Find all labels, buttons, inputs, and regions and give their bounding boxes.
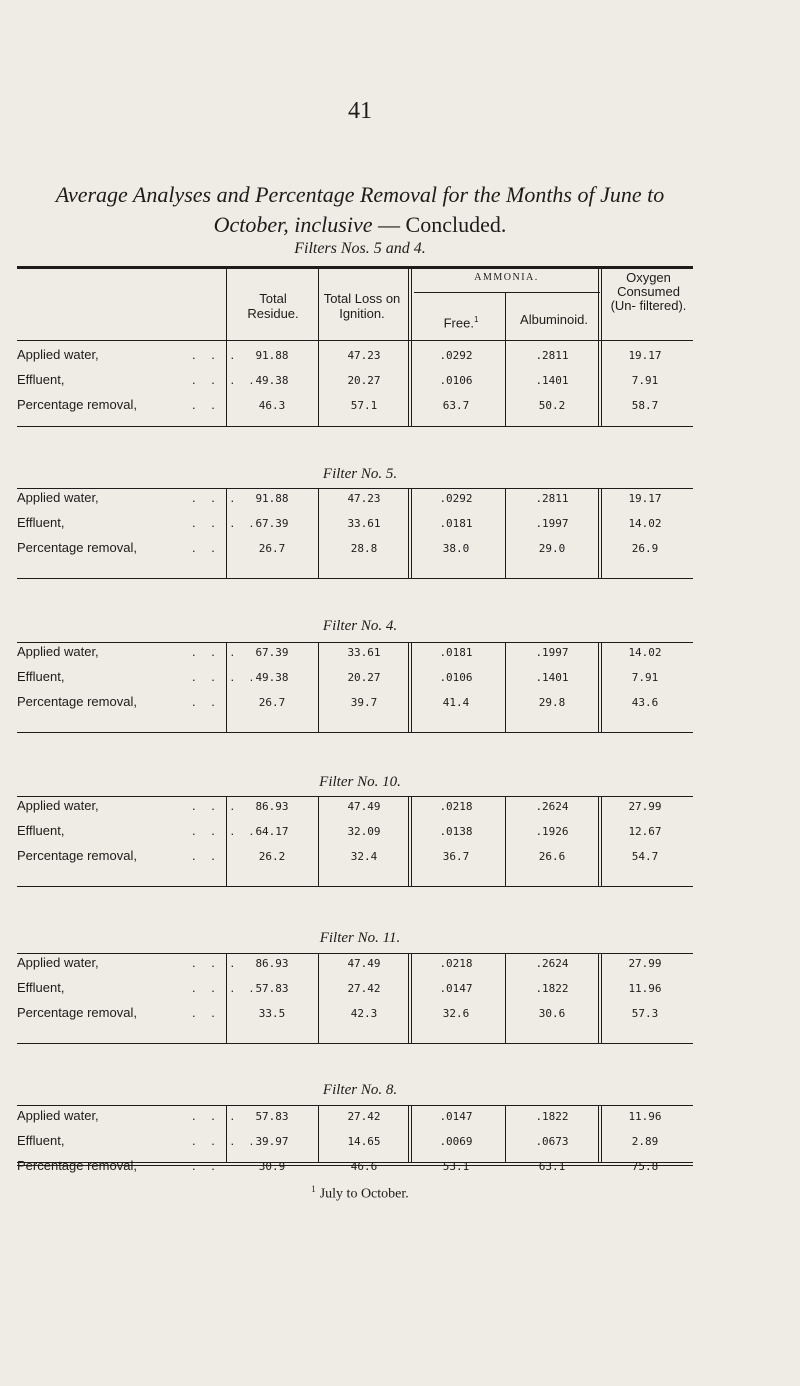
table-cell: 39.97	[255, 1135, 289, 1148]
col-divider	[505, 797, 506, 886]
table-cell: .0673	[535, 1135, 569, 1148]
header-ammonia-rule	[414, 292, 600, 293]
row-label-text: Percentage removal,	[17, 848, 137, 863]
row-label-dots: . . . .	[192, 980, 260, 995]
section-bottom-rule	[17, 578, 693, 579]
table-cell: 30.9	[258, 1160, 286, 1173]
row-label-dots: . .	[192, 694, 221, 709]
col-divider	[408, 268, 412, 426]
row-label	[17, 823, 260, 838]
table-cell: 26.7	[258, 542, 286, 555]
row-label	[17, 515, 260, 530]
col-divider	[505, 489, 506, 578]
table-cell: 86.93	[255, 957, 289, 970]
col-divider	[598, 1106, 602, 1162]
table-cell: .0181	[439, 517, 473, 530]
row-label-text: Percentage removal,	[17, 397, 137, 412]
table-cell: 33.61	[347, 646, 381, 659]
row-label-dots: . . .	[192, 490, 241, 505]
table-cell: 46.3	[258, 399, 286, 412]
table-cell: 57.83	[255, 1110, 289, 1123]
table-cell: 19.17	[628, 349, 662, 362]
row-label	[17, 848, 222, 863]
table-cell: 57.1	[350, 399, 378, 412]
table-cell: .1822	[535, 1110, 569, 1123]
table-cell: 64.17	[255, 825, 289, 838]
table-bottom-rule	[17, 1165, 693, 1166]
col-divider	[598, 489, 602, 578]
row-label	[17, 347, 241, 362]
table-cell: 47.23	[347, 349, 381, 362]
table-subtitle: Filters Nos. 5 and 4.	[294, 240, 426, 257]
section-top-rule	[17, 488, 693, 489]
table-cell: 27.42	[347, 982, 381, 995]
col-divider	[598, 954, 602, 1043]
table-cell: 86.93	[255, 800, 289, 813]
header-total-residue: Total Residue.	[247, 291, 299, 321]
table-cell: 32.6	[442, 1007, 470, 1020]
col-divider	[598, 797, 602, 886]
table-cell: 63.1	[538, 1160, 566, 1173]
row-label-text: Effluent,	[17, 1133, 65, 1148]
row-label	[17, 540, 222, 555]
table-cell: 58.7	[631, 399, 659, 412]
row-label-dots: . .	[192, 848, 221, 863]
title-line1: Average Analyses and Percentage Removal for the Months of June to	[55, 182, 665, 207]
row-label-dots: . .	[192, 397, 221, 412]
row-label-dots: . . .	[192, 1108, 241, 1123]
section-bottom-rule	[17, 732, 693, 733]
section-title: Filter No. 11.	[319, 930, 401, 946]
row-label	[17, 372, 260, 387]
col-divider	[318, 797, 319, 886]
row-label	[17, 490, 241, 505]
table-cell: .1997	[535, 646, 569, 659]
table-cell: .2811	[535, 492, 569, 505]
table-cell: 11.96	[628, 1110, 662, 1123]
table-cell: 7.91	[631, 671, 659, 684]
table-cell: 30.6	[538, 1007, 566, 1020]
col-divider	[318, 489, 319, 578]
section-top-rule	[17, 642, 693, 643]
table-cell: .0292	[439, 492, 473, 505]
footnote-marker: 1	[311, 1184, 316, 1194]
table-cell: .0069	[439, 1135, 473, 1148]
col-divider	[408, 797, 412, 886]
col-divider	[408, 489, 412, 578]
table-cell: 29.8	[538, 696, 566, 709]
table-cell: .1997	[535, 517, 569, 530]
section-bottom-rule	[17, 426, 693, 427]
row-label-text: Effluent,	[17, 515, 65, 530]
row-label-text: Percentage removal,	[17, 1158, 137, 1173]
header-bottom-rule	[17, 340, 693, 341]
col-divider	[318, 954, 319, 1043]
table-cell: .0138	[439, 825, 473, 838]
row-label-dots: . .	[192, 1158, 221, 1173]
col-divider	[408, 954, 412, 1043]
section-top-rule	[17, 796, 693, 797]
table-cell: 91.88	[255, 492, 289, 505]
row-label	[17, 1005, 222, 1020]
row-label-text: Percentage removal,	[17, 1005, 137, 1020]
table-cell: .2624	[535, 957, 569, 970]
table-cell: .1822	[535, 982, 569, 995]
table-cell: .2624	[535, 800, 569, 813]
table-cell: 26.7	[258, 696, 286, 709]
row-label	[17, 1133, 260, 1148]
row-label-dots: . . . .	[192, 1133, 260, 1148]
header-oxygen: Oxygen Consumed (Un- filtered).	[610, 270, 687, 313]
table-cell: 46.6	[350, 1160, 378, 1173]
header-free-note: 1	[473, 315, 479, 324]
table-cell: 2.89	[631, 1135, 659, 1148]
row-label-dots: . . . .	[192, 669, 260, 684]
table-cell: 12.67	[628, 825, 662, 838]
table-cell: 47.23	[347, 492, 381, 505]
table-cell: 50.2	[538, 399, 566, 412]
col-divider	[318, 268, 319, 426]
table-cell: 19.17	[628, 492, 662, 505]
table-cell: 32.09	[347, 825, 381, 838]
row-label-dots: . .	[192, 1005, 221, 1020]
row-label-text: Applied water,	[17, 644, 99, 659]
row-label-text: Applied water,	[17, 955, 99, 970]
table-cell: 63.7	[442, 399, 470, 412]
section-bottom-rule	[17, 1043, 693, 1044]
section-title: Filter No. 4.	[322, 618, 398, 634]
table-cell: .0106	[439, 374, 473, 387]
row-label-dots: . . .	[192, 347, 241, 362]
section-bottom-rule	[17, 886, 693, 887]
table-cell: .0292	[439, 349, 473, 362]
table-cell: .1401	[535, 671, 569, 684]
table-cell: 57.3	[631, 1007, 659, 1020]
row-label	[17, 644, 241, 659]
section-title: Filter No. 8.	[322, 1082, 398, 1098]
row-label-dots: . . . .	[192, 515, 260, 530]
col-divider	[505, 293, 506, 426]
table-cell: 26.2	[258, 850, 286, 863]
header-ammonia: AMMONIA.	[474, 272, 539, 283]
row-label	[17, 955, 241, 970]
header-free-label: Free.	[443, 315, 474, 331]
table-cell: 38.0	[442, 542, 470, 555]
col-divider	[505, 1106, 506, 1162]
row-label-text: Effluent,	[17, 980, 65, 995]
col-divider	[318, 643, 319, 732]
table-cell: 27.99	[628, 957, 662, 970]
table-cell: 47.49	[347, 957, 381, 970]
section-top-rule	[17, 953, 693, 954]
title-line2-italic: October, inclusive	[213, 212, 373, 237]
table-cell: 49.38	[255, 374, 289, 387]
table-cell: 49.38	[255, 671, 289, 684]
row-label-text: Effluent,	[17, 823, 65, 838]
table-cell: 91.88	[255, 349, 289, 362]
table-cell: 27.42	[347, 1110, 381, 1123]
table-cell: 26.9	[631, 542, 659, 555]
table-cell: 14.02	[628, 646, 662, 659]
header-free	[415, 312, 507, 330]
table-cell: .0218	[439, 800, 473, 813]
table-cell: 26.6	[538, 850, 566, 863]
title-line2-rest: — Concluded.	[378, 212, 507, 237]
col-divider	[318, 1106, 319, 1162]
table-title	[0, 180, 720, 240]
page-number: 41	[348, 98, 372, 124]
table-cell: 27.99	[628, 800, 662, 813]
col-divider	[598, 268, 602, 426]
table-bottom-rule	[17, 1162, 693, 1163]
table-cell: 57.83	[255, 982, 289, 995]
table-cell: 53.1	[442, 1160, 470, 1173]
row-label-dots: . . . .	[192, 823, 260, 838]
section-title: Filter No. 10.	[319, 774, 401, 790]
row-label-text: Applied water,	[17, 347, 99, 362]
table-cell: 28.8	[350, 542, 378, 555]
col-divider	[505, 643, 506, 732]
table-cell: .0218	[439, 957, 473, 970]
footnote	[0, 1184, 720, 1203]
table-cell: 47.49	[347, 800, 381, 813]
section-top-rule	[17, 1105, 693, 1106]
table-cell: .0147	[439, 1110, 473, 1123]
row-label-dots: . . . .	[192, 372, 260, 387]
row-label-dots: . . .	[192, 644, 241, 659]
row-label-text: Applied water,	[17, 1108, 99, 1123]
table-cell: 42.3	[350, 1007, 378, 1020]
table-cell: 36.7	[442, 850, 470, 863]
row-label-text: Percentage removal,	[17, 540, 137, 555]
table-top-rule	[17, 266, 693, 269]
header-total-loss: Total Loss on Ignition.	[323, 291, 401, 321]
col-divider	[505, 954, 506, 1043]
table-cell: .1926	[535, 825, 569, 838]
col-divider	[408, 643, 412, 732]
col-divider	[598, 643, 602, 732]
row-label	[17, 669, 260, 684]
table-cell: 39.7	[350, 696, 378, 709]
table-cell: .0147	[439, 982, 473, 995]
row-label-text: Effluent,	[17, 669, 65, 684]
row-label-dots: . . .	[192, 798, 241, 813]
row-label-dots: . .	[192, 540, 221, 555]
col-divider	[408, 1106, 412, 1162]
table-cell: 7.91	[631, 374, 659, 387]
table-cell: 54.7	[631, 850, 659, 863]
table-cell: 32.4	[350, 850, 378, 863]
table-cell: .2811	[535, 349, 569, 362]
table-cell: 75.8	[631, 1160, 659, 1173]
row-label	[17, 1108, 241, 1123]
table-cell: .0181	[439, 646, 473, 659]
table-cell: .1401	[535, 374, 569, 387]
table-cell: 33.61	[347, 517, 381, 530]
table-cell: 33.5	[258, 1007, 286, 1020]
table-cell: 67.39	[255, 646, 289, 659]
row-label-text: Applied water,	[17, 798, 99, 813]
table-cell: 43.6	[631, 696, 659, 709]
table-cell: 20.27	[347, 374, 381, 387]
row-label-text: Percentage removal,	[17, 694, 137, 709]
table-cell: 14.02	[628, 517, 662, 530]
table-cell: 67.39	[255, 517, 289, 530]
header-albuminoid: Albuminoid.	[520, 312, 588, 327]
row-label	[17, 694, 222, 709]
footnote-text: July to October.	[319, 1186, 409, 1202]
row-label-text: Effluent,	[17, 372, 65, 387]
table-cell: 41.4	[442, 696, 470, 709]
table-cell: 20.27	[347, 671, 381, 684]
row-label-text: Applied water,	[17, 490, 99, 505]
table-cell: .0106	[439, 671, 473, 684]
section-title: Filter No. 5.	[322, 466, 398, 482]
row-label-dots: . . .	[192, 955, 241, 970]
row-label	[17, 798, 241, 813]
row-label	[17, 397, 222, 412]
table-cell: 11.96	[628, 982, 662, 995]
table-cell: 29.0	[538, 542, 566, 555]
row-label	[17, 980, 260, 995]
table-cell: 14.65	[347, 1135, 381, 1148]
